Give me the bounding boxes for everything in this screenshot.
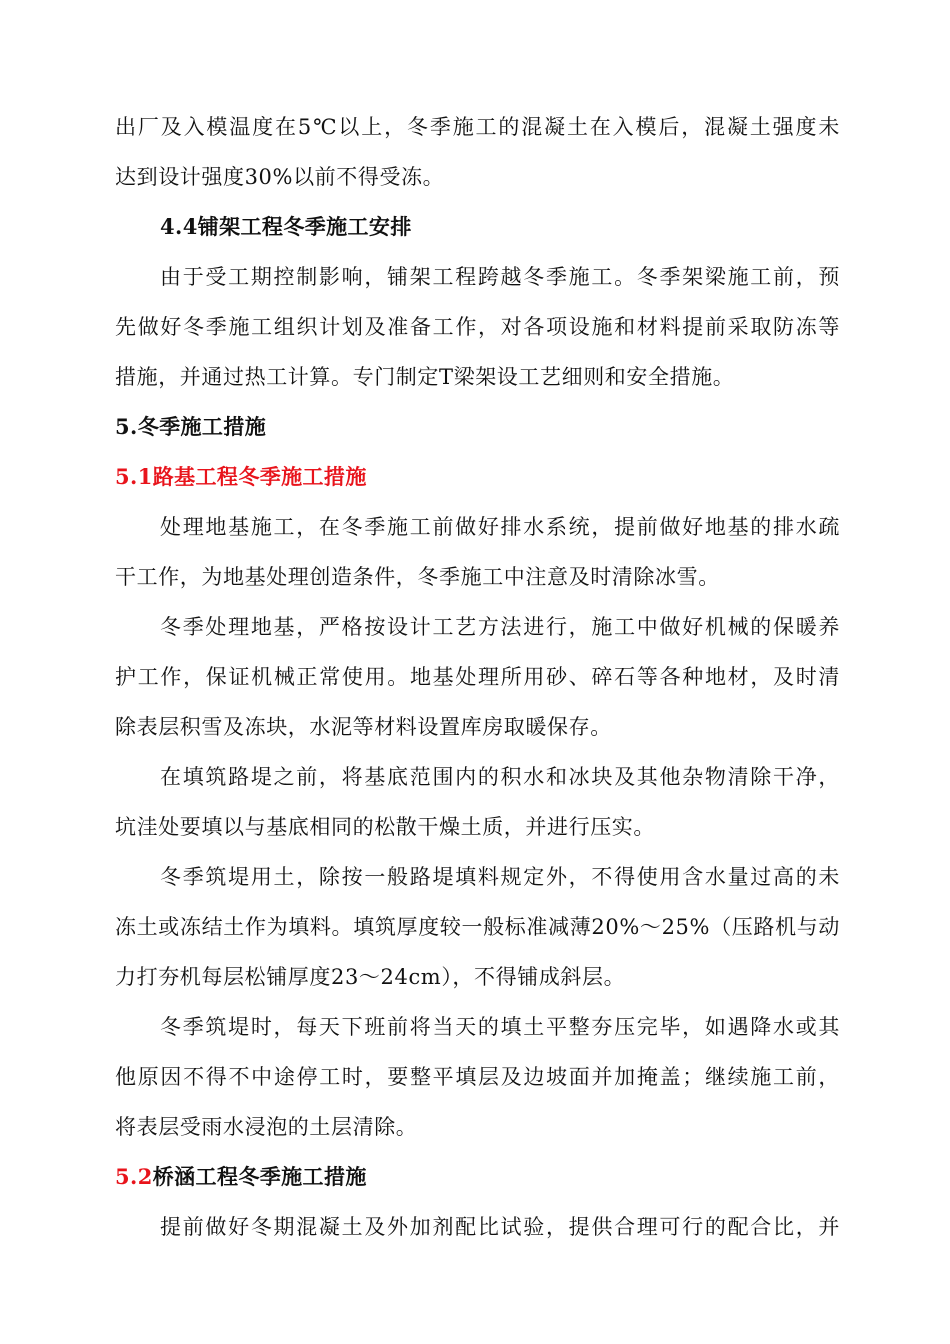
section-heading-4-4: 4.4铺架工程冬季施工安排 <box>160 214 412 239</box>
paragraph-line: 出厂及入模温度在5℃以上，冬季施工的混凝土在入模后，混凝土强度未 <box>115 115 840 139</box>
paragraph-line: 他原因不得不中途停工时，要整平填层及边坡面并加掩盖；继续施工前， <box>115 1065 840 1089</box>
paragraph-line: 干工作，为地基处理创造条件，冬季施工中注意及时清除冰雪。 <box>115 565 720 589</box>
section-number: 5.2 <box>115 1164 153 1189</box>
paragraph-line: 提前做好冬期混凝土及外加剂配比试验，提供合理可行的配合比，并 <box>160 1215 840 1239</box>
section-title: 桥涵工程冬季施工措施 <box>152 1164 367 1189</box>
paragraph-line: 冻土或冻结土作为填料。填筑厚度较一般标准减薄20%～25%（压路机与动 <box>115 915 840 939</box>
paragraph-line: 力打夯机每层松铺厚度23～24cm），不得铺成斜层。 <box>115 965 626 989</box>
paragraph-line: 处理地基施工，在冬季施工前做好排水系统，提前做好地基的排水疏 <box>160 515 840 539</box>
paragraph-line: 由于受工期控制影响，铺架工程跨越冬季施工。冬季架梁施工前，预 <box>160 265 840 289</box>
section-heading-5-2 <box>115 1162 840 1192</box>
section-heading-5: 5.冬季施工措施 <box>115 414 267 439</box>
paragraph-line: 护工作，保证机械正常使用。地基处理所用砂、碎石等各种地材，及时清 <box>115 665 840 689</box>
paragraph-line: 先做好冬季施工组织计划及准备工作，对各项设施和材料提前采取防冻等 <box>115 315 840 339</box>
paragraph-line: 除表层积雪及冻块，水泥等材料设置库房取暖保存。 <box>115 715 612 739</box>
paragraph-line: 坑洼处要填以与基底相同的松散干燥土质，并进行压实。 <box>115 815 655 839</box>
paragraph-line: 在填筑路堤之前，将基底范围内的积水和冰块及其他杂物清除干净， <box>160 765 840 789</box>
section-heading-5-1: 5.1路基工程冬季施工措施 <box>115 464 367 489</box>
paragraph-line: 措施，并通过热工计算。专门制定T梁架设工艺细则和安全措施。 <box>115 365 735 389</box>
paragraph-line: 冬季处理地基，严格按设计工艺方法进行，施工中做好机械的保暖养 <box>160 615 840 639</box>
paragraph-line: 冬季筑堤时，每天下班前将当天的填土平整夯压完毕，如遇降水或其 <box>160 1015 840 1039</box>
paragraph-line: 将表层受雨水浸泡的土层清除。 <box>115 1115 418 1139</box>
paragraph-line: 冬季筑堤用土，除按一般路堤填料规定外，不得使用含水量过高的未 <box>160 865 840 889</box>
paragraph-line: 达到设计强度30%以前不得受冻。 <box>115 165 445 189</box>
